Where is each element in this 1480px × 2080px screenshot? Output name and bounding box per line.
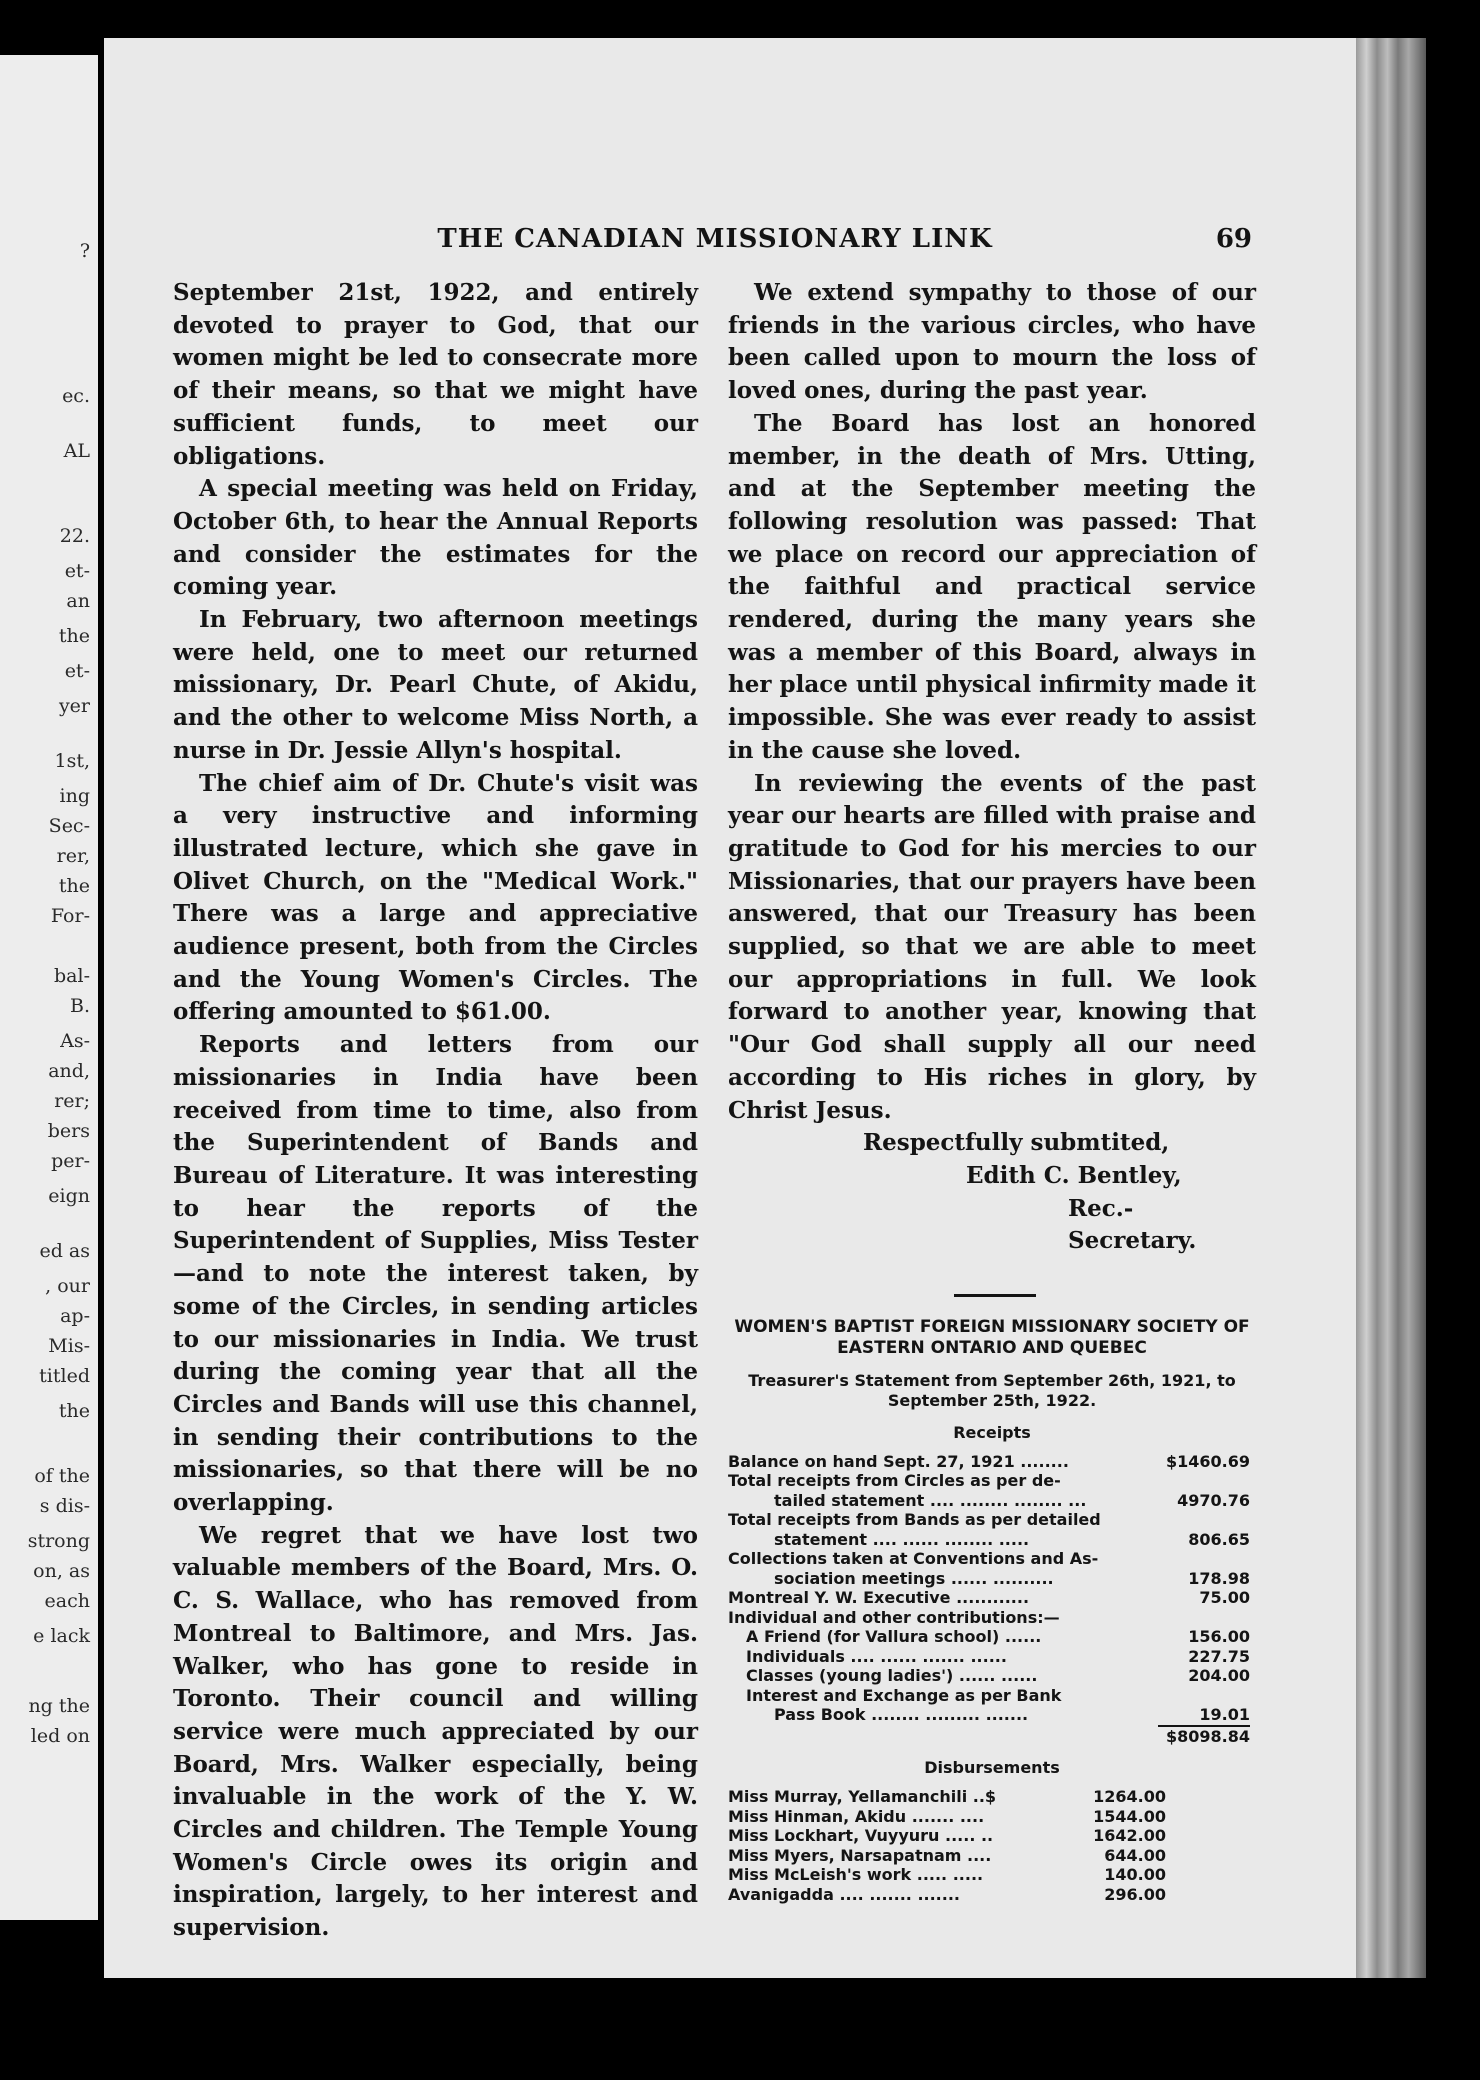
ledger-description: tailed statement .... ........ ........ ... [774, 1490, 1087, 1510]
left-column [173, 277, 698, 1945]
receipt-row [728, 1471, 1250, 1491]
ledger-description: Miss Murray, Yellamanchili ..$ [728, 1787, 997, 1806]
ledger-description: Miss McLeish's work ..... ..... [728, 1865, 984, 1884]
page-number: 69 [1215, 224, 1252, 254]
disbursement-row [728, 1846, 1166, 1866]
paragraph: September 21st, 1922, and entirely devoted to prayer to God, that our women might be led to consecrate more of their means, so that we might have sufficient funds, to meet our obligations. [173, 279, 698, 470]
receipt-row [728, 1608, 1250, 1628]
receipt-row [728, 1627, 1250, 1647]
previous-page-edge [0, 55, 98, 1920]
receipt-row [728, 1549, 1250, 1569]
receipts-heading: Receipts [953, 1423, 1031, 1443]
paragraph: We regret that we have lost two valuable members of the Board, Mrs. O. C. S. Wallace, who has removed from Montreal to Baltimore, and Mrs. Jas. Walker, who has gone to reside in Toronto. Their council and willing service were much appreciated by our Board, Mrs. Walker especially, being invaluable in the work of the Y. W. Circles and children. The Temple Young Women's Circle owes its origin and inspiration, largely, to her interest and supervision. [173, 1521, 698, 1942]
previous-page-text: 1st, [54, 750, 90, 772]
ledger-description: Montreal Y. W. Executive ............ [728, 1588, 1030, 1608]
ledger-amount: 1264.00 [1093, 1787, 1166, 1806]
previous-page-text: For- [50, 905, 90, 927]
ledger-amount: 227.75 [1188, 1646, 1250, 1666]
previous-page-text: et- [64, 660, 90, 682]
receipt-row [728, 1452, 1250, 1472]
previous-page-text: bal- [54, 965, 90, 987]
paragraph: The Board has lost an honored member, in the death of Mrs. Utting, and at the September meeting the following resolution was passed: That we place on record our appreciation of the faithful and practical service rendered, during the many years she was a member of this Board, always in her place until physical infirmity made it impossible. She was ever ready to assist in the cause she loved. [728, 409, 1256, 764]
ledger-description: Pass Book ........ ......... ....... [774, 1705, 1029, 1725]
ledger-amount: 806.65 [1188, 1529, 1250, 1549]
receipt-row [728, 1647, 1250, 1667]
ledger-description: sociation meetings ...... .......... [774, 1568, 1054, 1588]
previous-page-text: per- [51, 1150, 90, 1172]
previous-page-text: on, as [33, 1560, 90, 1582]
section-divider [954, 1294, 1036, 1297]
ledger-amount: 75.00 [1199, 1588, 1250, 1608]
ledger-amount: $1460.69 [1165, 1451, 1250, 1471]
receipts-total-row [728, 1725, 1250, 1747]
previous-page-text: ed as [39, 1240, 90, 1262]
ledger-amount: 296.00 [1104, 1884, 1166, 1904]
previous-page-text: AL [63, 440, 90, 462]
paragraph: A special meeting was held on Friday, October 6th, to hear the Annual Reports and consider the estimates for the coming year. [173, 475, 698, 601]
previous-page-text: 22. [59, 525, 90, 547]
right-column [728, 277, 1256, 1904]
previous-page-text: of the [34, 1465, 90, 1487]
society-heading: WOMEN'S BAPTIST FOREIGN MISSIONARY SOCIETY OF EASTERN ONTARIO AND QUEBEC [734, 1317, 1250, 1359]
previous-page-text: B. [69, 995, 90, 1017]
ledger-description: Total receipts from Bands as per detailed [728, 1510, 1101, 1530]
disbursement-row [728, 1885, 1166, 1905]
paragraph: In reviewing the events of the past year our hearts are filled with praise and gratitude to God for his mercies to our Missionaries, that our prayers have been answered, that our Treasury has been supplied, so that we are able to meet our appropriations in full. We look forward to another year, knowing that "Our God shall supply all our need according to His riches in glory, by Christ Jesus. [728, 769, 1256, 1124]
ledger-amount: 1544.00 [1093, 1806, 1166, 1826]
paragraph: The chief aim of Dr. Chute's visit was a very instructive and informing illustrated lecture, which she gave in Olivet Church, on the "Medical Work." There was a large and appreciative audience present, both from the Circles and the Young Women's Circles. The offering amounted to $61.00. [173, 769, 698, 1026]
previous-page-text: the [58, 875, 90, 897]
receipt-row [728, 1491, 1250, 1511]
receipt-row [728, 1705, 1250, 1725]
previous-page-text: ing [59, 785, 90, 807]
previous-page-text: ap- [60, 1305, 90, 1327]
previous-page-text: eign [48, 1185, 90, 1207]
previous-page-text: each [44, 1590, 90, 1612]
disbursements-heading: Disbursements [924, 1758, 1060, 1778]
disbursements-table [728, 1787, 1166, 1904]
disbursement-row [728, 1865, 1166, 1885]
signature-closing: Respectfully submtited, [863, 1129, 1170, 1157]
receipts-total: $8098.84 [1158, 1725, 1250, 1747]
receipts-table [728, 1452, 1250, 1725]
disbursement-row [728, 1787, 1166, 1807]
receipt-row [728, 1588, 1250, 1608]
previous-page-text: ec. [62, 385, 90, 407]
receipt-row [728, 1569, 1250, 1589]
previous-page-text: Mis- [48, 1335, 90, 1357]
previous-page-text: bers [47, 1120, 90, 1142]
paragraph: We extend sympathy to those of our friends in the various circles, who have been called upon to mourn the loss of loved ones, during the past year. [728, 279, 1256, 405]
previous-page-text: ? [79, 240, 90, 262]
ledger-description: Individuals .... ...... ....... ...... [746, 1646, 1007, 1666]
previous-page-text: yer [58, 695, 90, 717]
ledger-amount: 644.00 [1104, 1845, 1166, 1865]
previous-page-text: Sec- [48, 815, 90, 837]
page-edge [1356, 38, 1426, 1978]
disbursement-row [728, 1826, 1166, 1846]
receipt-row [728, 1666, 1250, 1686]
receipt-row [728, 1686, 1250, 1706]
previous-page-text: s dis- [39, 1495, 90, 1517]
previous-page-text: rer, [56, 845, 90, 867]
ledger-description: Miss Hinman, Akidu ....... .... [728, 1806, 985, 1826]
ledger-description: Individual and other contributions:— [728, 1607, 1060, 1627]
ledger-amount: 204.00 [1188, 1666, 1250, 1686]
running-title: THE CANADIAN MISSIONARY LINK [437, 224, 993, 254]
previous-page-text: strong [27, 1530, 90, 1552]
receipt-row [728, 1530, 1250, 1550]
ledger-amount: 178.98 [1188, 1568, 1250, 1588]
previous-page-text: e lack [33, 1625, 90, 1647]
ledger-description: statement .... ...... ........ ..... [774, 1529, 1030, 1549]
ledger-description: Balance on hand Sept. 27, 1921 ........ [728, 1451, 1069, 1471]
signature-name: Edith C. Bentley, [966, 1161, 1182, 1189]
statement-title: Treasurer's Statement from September 26th, 1921, to September 25th, 1922. [748, 1371, 1236, 1411]
previous-page-text: led on [30, 1725, 90, 1747]
ledger-description: Collections taken at Conventions and As- [728, 1549, 1099, 1569]
ledger-amount: 1642.00 [1093, 1826, 1166, 1845]
previous-page-text: titled [39, 1365, 90, 1387]
ledger-description: Avanigadda .... ....... ....... [728, 1884, 960, 1904]
ledger-amount: 140.00 [1104, 1865, 1166, 1884]
paragraph: Reports and letters from our missionaries in India have been received from time to time, also from the Superintendent of Bands and Bureau of Literature. It was interesting to hear the reports of the Superintendent of Supplies, Miss Tester—and to note the interest taken, by some of the Circles, in sending articles to our missionaries in India. We trust during the coming year that all the Circles and Bands will use this channel, in sending their contributions to the missionaries, so that there will be no overlapping. [173, 1031, 698, 1517]
ledger-description: Miss Myers, Narsapatnam .... [728, 1845, 992, 1865]
ledger-amount: 156.00 [1188, 1627, 1250, 1647]
ledger-amount: 4970.76 [1177, 1490, 1250, 1510]
previous-page-text: ng the [28, 1695, 90, 1717]
previous-page-text: an [66, 590, 90, 612]
ledger-description: A Friend (for Vallura school) ...... [746, 1627, 1042, 1647]
previous-page-text: As- [60, 1030, 90, 1052]
previous-page-text: and, [48, 1060, 90, 1082]
paragraph: In February, two afternoon meetings were held, one to meet our returned missionary, Dr. Pearl Chute, of Akidu, and the other to welcome Miss North, a nurse in Dr. Jessie Allyn's hospital. [173, 606, 698, 764]
ledger-description: Interest and Exchange as per Bank [746, 1685, 1062, 1705]
previous-page-text: , our [45, 1275, 90, 1297]
page-header [170, 224, 1260, 260]
ledger-description: Total receipts from Circles as per de- [728, 1471, 1061, 1491]
ledger-description: Classes (young ladies') ...... ...... [746, 1666, 1038, 1686]
ledger-amount: 19.01 [1199, 1705, 1250, 1725]
previous-page-text: the [58, 1400, 90, 1422]
previous-page-text: rer; [54, 1090, 90, 1112]
previous-page-text: the [58, 625, 90, 647]
disbursement-row [728, 1807, 1166, 1827]
ledger-description: Miss Lockhart, Vuyyuru ..... .. [728, 1826, 994, 1845]
signature-role: Rec.-Secretary. [1068, 1194, 1197, 1255]
receipt-row [728, 1510, 1250, 1530]
previous-page-text: et- [64, 560, 90, 582]
